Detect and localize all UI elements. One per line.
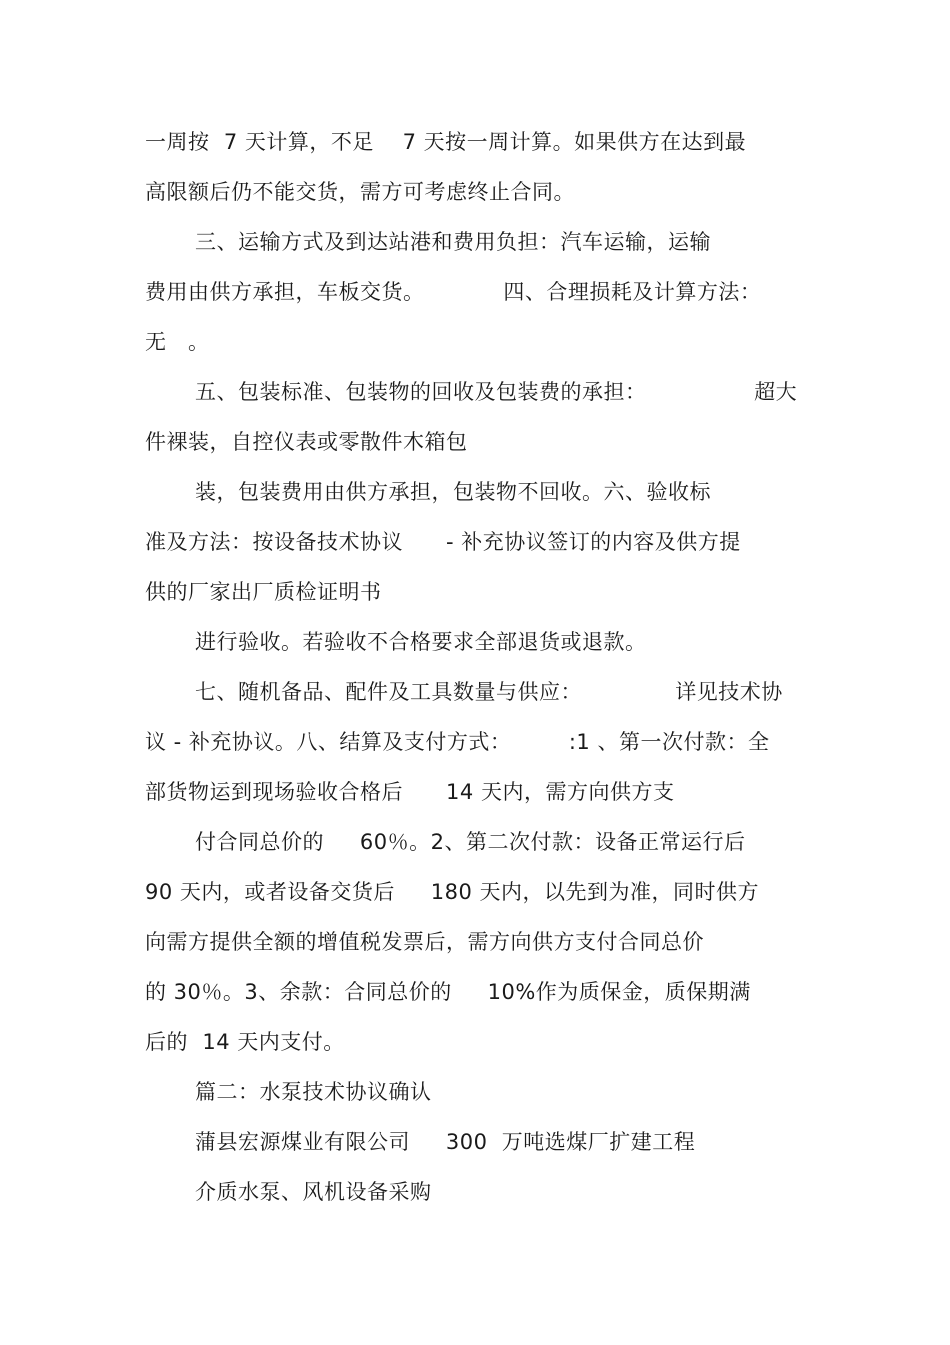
text-line: 准及方法：按设备技术协议 - 补充协议签订的内容及供方提 <box>145 530 741 554</box>
text-line: 部货物运到现场验收合格后 14 天内，需方向供方支 <box>145 780 675 804</box>
text-line: 一周按 7 天计算，不足 7 天按一周计算。如果供方在达到最 <box>145 130 747 154</box>
text-line: 高限额后仍不能交货，需方可考虑终止合同。 <box>145 180 575 204</box>
text-line: 议 - 补充协议。八、结算及支付方式： :1 、第一次付款：全 <box>145 730 770 754</box>
text-line: 供的厂家出厂质检证明书 <box>145 580 382 604</box>
text-line: 蒲县宏源煤业有限公司 300 万吨选煤厂扩建工程 <box>195 1130 696 1154</box>
text-line: 后的 14 天内支付。 <box>145 1030 345 1054</box>
text-line: 90 天内，或者设备交货后 180 天内，以先到为准，同时供方 <box>145 880 760 904</box>
text-line: 介质水泵、风机设备采购 <box>195 1180 432 1204</box>
text-line: 件裸装，自控仪表或零散件木箱包 <box>145 430 468 454</box>
section-heading: 篇二：水泵技术协议确认 <box>195 1080 432 1104</box>
text-line: 七、随机备品、配件及工具数量与供应： 详见技术协 <box>195 680 783 704</box>
text-line: 付合同总价的 60％。2、第二次付款：设备正常运行后 <box>195 830 746 854</box>
text-line: 无 。 <box>145 330 210 354</box>
text-line: 进行验收。若验收不合格要求全部退货或退款。 <box>195 630 647 654</box>
text-line: 五、包装标准、包装物的回收及包装费的承担： 超大 <box>195 380 798 404</box>
text-line: 向需方提供全额的增值税发票后，需方向供方支付合同总价 <box>145 930 704 954</box>
text-line: 的 30％。3、余款：合同总价的 10%作为质保金，质保期满 <box>145 980 751 1004</box>
text-line: 装，包装费用由供方承担，包装物不回收。六、验收标 <box>195 480 711 504</box>
text-line: 费用由供方承担，车板交货。 四、合理损耗及计算方法： <box>145 280 762 304</box>
text-line: 三、运输方式及到达站港和费用负担：汽车运输，运输 <box>195 230 711 254</box>
